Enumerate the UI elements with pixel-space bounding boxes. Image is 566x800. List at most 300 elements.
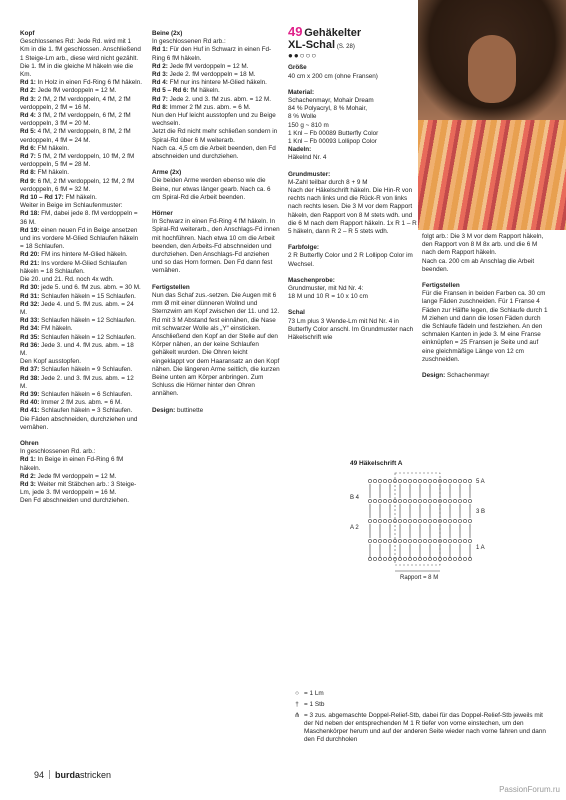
chain-stitch xyxy=(448,519,451,522)
row-number-right: 1 A xyxy=(476,545,485,551)
row-label: Rd 32: xyxy=(20,300,40,308)
legend-symbol: † xyxy=(295,701,299,708)
chain-stitch xyxy=(413,557,416,560)
chain-stitch xyxy=(443,519,446,522)
page-reference: (S. 28) xyxy=(336,44,355,51)
chain-stitch xyxy=(368,539,371,542)
row-label: Rd 5: xyxy=(20,128,36,136)
text-line xyxy=(152,112,280,128)
row-text: 1 Knl – Fb 00093 Lollipop Color xyxy=(288,138,377,146)
chain-stitch xyxy=(428,539,431,542)
row-text: FM, dabei jede 8. fM verdoppeln = 36 M. xyxy=(20,210,138,226)
row-text: Jede fM verdoppeln = 12 M. xyxy=(169,62,249,70)
row-text: Geschlossenes Rd: Jede Rd. wird mit 1 Km in die 1. fM geschlossen. Anschließend 1 Steige-Lm arb., diese wird nicht gezählt. Die 1. fM in die gleiche M häkeln wie die Km. xyxy=(20,38,141,79)
row-label: Design: xyxy=(422,372,446,380)
column-fertigstellen xyxy=(422,233,550,380)
text-line xyxy=(20,334,142,342)
row-text: Schlaufen häkeln = 12 Schlaufen. xyxy=(41,317,136,325)
row-text: Nach ca. 4,5 cm die Arbeit beenden, den Fd abschneiden und durchziehen. xyxy=(152,144,276,161)
row-label: Rd 7: xyxy=(20,153,36,161)
text-line xyxy=(20,227,142,252)
text-line xyxy=(20,251,142,259)
text-line xyxy=(288,252,418,268)
section-heading: Schal xyxy=(288,309,305,317)
chain-stitch xyxy=(463,539,466,542)
text-line xyxy=(20,153,142,169)
row-label: Rd 3: xyxy=(20,95,36,103)
row-label: Rd 20: xyxy=(20,251,40,259)
row-text: 2 R Butterfly Color und 2 R Lollipop Color im Wechsel. xyxy=(288,252,413,268)
row-label: Rd 37: xyxy=(20,366,40,374)
row-text: In Schwarz in einen Fd-Ring 4 fM häkeln. In Spiral-Rd weiterarb., den Anschlags-Fd innen mit hochführen. Nach etwa 10 cm die Arbeit beenden, den Arbeits-Fd abschneiden und durchziehen. Den Anschlags-Fd anziehen und so das Horn formen. Den Fd dann fest vernähen. xyxy=(152,218,280,275)
chain-stitch xyxy=(448,479,451,482)
row-label: Rd 40: xyxy=(20,399,40,407)
text-line xyxy=(20,284,142,292)
chain-stitch xyxy=(443,479,446,482)
row-text: 1 Knl – Fb 00089 Butterfly Color xyxy=(288,129,379,137)
row-text: Schachenmayr xyxy=(447,372,490,380)
chain-stitch xyxy=(403,557,406,560)
text-line xyxy=(20,178,142,194)
chain-stitch xyxy=(418,519,421,522)
text-line xyxy=(288,105,418,113)
row-text: FM nur ins hintere M-Glied häkeln. xyxy=(169,79,267,87)
row-label: Rd 4: xyxy=(152,79,168,87)
row-text: jede 5. und 6. fM zus. abm. = 30 M. xyxy=(41,284,141,292)
row-text: In geschlossenen Rd arb.: xyxy=(152,38,226,46)
chain-stitch xyxy=(423,557,426,560)
text-line xyxy=(288,293,418,301)
text-line xyxy=(20,145,142,153)
text-line xyxy=(152,145,280,161)
text-line xyxy=(20,194,142,202)
chain-stitch xyxy=(463,519,466,522)
text-line xyxy=(288,73,418,81)
row-label: Rd 10 – Rd 17: xyxy=(20,194,64,202)
row-text: Jede 4. und 5. fM zus. abm. = 24 M. xyxy=(20,300,134,316)
spacer xyxy=(288,269,418,277)
chain-stitch xyxy=(433,499,436,502)
chain-stitch xyxy=(398,479,401,482)
row-label: Rd 9: xyxy=(20,177,36,185)
pattern-number: 49 xyxy=(288,24,303,39)
chain-stitch xyxy=(428,499,431,502)
chain-stitch xyxy=(383,557,386,560)
text-line xyxy=(152,177,280,202)
chain-stitch xyxy=(463,479,466,482)
text-line xyxy=(20,276,142,284)
row-number-left: A 2 xyxy=(350,525,359,531)
text-line xyxy=(20,96,142,112)
chain-stitch xyxy=(398,539,401,542)
row-text: Jetzt die Rd nicht mehr schließen sondern in Spiral-Rd über 6 M weiterarb. xyxy=(152,128,278,144)
text-line xyxy=(288,113,418,121)
row-text: Schachenmayr, Mohair Dream xyxy=(288,97,374,105)
section-heading: Fertigstellen xyxy=(152,283,190,291)
row-label: Rd 4: xyxy=(20,112,36,120)
text-line xyxy=(152,87,280,95)
row-label: Design: xyxy=(152,406,176,414)
chain-stitch xyxy=(383,499,386,502)
pattern-title-2: XL-Schal xyxy=(288,39,336,52)
text-line xyxy=(288,285,418,293)
section-heading: Größe xyxy=(288,64,307,72)
row-text: FM häkeln. xyxy=(37,169,70,177)
text-line xyxy=(422,233,550,258)
text-line xyxy=(20,366,142,374)
text-line xyxy=(20,407,142,415)
text-line xyxy=(288,138,418,146)
text-line xyxy=(20,481,142,497)
pattern-header xyxy=(288,24,418,61)
chain-stitch xyxy=(423,519,426,522)
spacer xyxy=(288,81,418,89)
chain-stitch xyxy=(368,519,371,522)
row-number-right: 5 A xyxy=(476,479,485,485)
row-text: In geschlossenen Rd. arb.: xyxy=(20,448,96,456)
text-line xyxy=(20,375,142,391)
text-line xyxy=(288,130,418,138)
row-label: Rd 6: xyxy=(20,144,36,152)
chain-stitch xyxy=(453,479,456,482)
row-text: Die beiden Arme werden ebenso wie die Beine, nur etwas länger gearb. Nach ca. 6 cm Spiral-Rd die Arbeit beenden. xyxy=(152,177,271,201)
row-text: Ins vordere M-Glied Schlaufen häkeln = 18 Schlaufen. xyxy=(20,259,127,275)
text-line xyxy=(152,71,280,79)
column-schal-header xyxy=(288,24,418,342)
chain-stitch xyxy=(373,519,376,522)
text-line xyxy=(288,187,418,236)
text-line xyxy=(288,154,418,162)
chain-stitch xyxy=(378,479,381,482)
spacer xyxy=(288,301,418,309)
chain-stitch xyxy=(388,499,391,502)
chain-stitch xyxy=(373,499,376,502)
spacer xyxy=(152,161,280,169)
schal-instructions xyxy=(288,64,418,342)
footer-separator xyxy=(49,770,50,779)
legend-text: = 1 Stb xyxy=(304,701,325,708)
text-line xyxy=(20,448,142,456)
text-line xyxy=(20,497,142,505)
row-text: 150 g ~ 810 m xyxy=(288,121,329,129)
row-text: FM häkeln. xyxy=(65,194,97,202)
chain-stitch xyxy=(418,539,421,542)
row-text: 6 fM, 2 fM verdoppeln, 12 fM, 2 fM verdoppeln, 6 fM = 32 M. xyxy=(20,177,135,193)
chain-stitch xyxy=(373,539,376,542)
row-text: Weiter mit Stäbchen arb.: 3 Steige-Lm, jede 3. fM verdoppeln = 16 M. xyxy=(20,480,137,497)
section-heading: Grundmuster: xyxy=(288,170,331,178)
row-text: Nun das Schaf zus.-setzen. Die Augen mit 6 mm Ø mit einer dünneren Wollnd und Sternzwirn am Kopf zwischen der 11. und 12. Rd mit 3 M Abstand fest einnähen, die Nase mit schwarzer Wolle als „Y“ einsticken. Anschließend den Kopf an der Stelle auf den Körper nähen, an der keine Schlaufen gehäkelt wurden. Die Ohren leicht eingeklappt vor dem Haaransatz an den Kopf nähen. Die längeren Arme seitlich, die kurzen Beine unten am Körper anbringen. Zum Schluss die Hörner hinter den Ohren annähen. xyxy=(152,291,280,398)
text-line xyxy=(152,292,280,399)
watermark: PassionForum.ru xyxy=(499,785,560,794)
text-line xyxy=(152,104,280,112)
row-text: In Beige in einen Fd-Ring 6 fM häkeln. xyxy=(20,456,124,472)
chain-stitch xyxy=(443,557,446,560)
chain-stitch xyxy=(453,499,456,502)
row-label: Rd 3: xyxy=(20,480,36,488)
text-line xyxy=(152,79,280,87)
row-label: Rd 5 – Rd 6: xyxy=(152,87,189,95)
chart-title: 49 Häkelschrift A xyxy=(350,460,403,467)
row-text: Jede 2. und 3. fM zus. abm. = 12 M. xyxy=(169,95,272,103)
pattern-title-1: Gehäkelter xyxy=(304,27,362,39)
chain-stitch xyxy=(413,519,416,522)
chain-stitch xyxy=(453,539,456,542)
row-text: Schlaufen häkeln = 12 Schlaufen. xyxy=(41,333,136,341)
spacer xyxy=(288,236,418,244)
row-text: 84 % Polyacryl, 8 % Mohair, xyxy=(288,105,367,113)
row-text: FM ins hintere M-Glied häkeln. xyxy=(41,251,128,259)
text-line xyxy=(20,473,142,481)
text-line xyxy=(152,63,280,71)
row-label: Rd 18: xyxy=(20,210,40,218)
chain-stitch xyxy=(413,479,416,482)
chain-stitch xyxy=(453,557,456,560)
text-line xyxy=(288,122,418,130)
chain-stitch xyxy=(468,499,471,502)
row-text: Schlaufen häkeln = 3 Schlaufen. xyxy=(41,407,133,415)
chain-stitch xyxy=(463,557,466,560)
text-line xyxy=(152,128,280,144)
section-heading: Hörner xyxy=(152,210,173,218)
column-beine-arme xyxy=(152,30,280,415)
chain-stitch xyxy=(388,539,391,542)
chain-stitch xyxy=(423,479,426,482)
chain-stitch xyxy=(433,519,436,522)
text-line xyxy=(422,258,550,274)
chain-stitch xyxy=(383,479,386,482)
spacer xyxy=(152,276,280,284)
chain-stitch xyxy=(443,499,446,502)
row-label: Rd 34: xyxy=(20,325,40,333)
row-text: Grundmuster, mit Nd Nr. 4: xyxy=(288,285,364,293)
chain-stitch xyxy=(458,499,461,502)
section-heading: Arme (2x) xyxy=(152,169,182,177)
legend-row xyxy=(290,712,550,744)
chain-stitch xyxy=(408,479,411,482)
chain-stitch xyxy=(448,499,451,502)
section-heading: Farbfolge: xyxy=(288,244,320,252)
chain-stitch xyxy=(458,539,461,542)
row-label: Rd 41: xyxy=(20,407,40,415)
text-line xyxy=(20,293,142,301)
text-line xyxy=(20,260,142,276)
spacer xyxy=(20,432,142,440)
chain-stitch xyxy=(458,519,461,522)
text-line xyxy=(288,97,418,105)
row-text: 2 fM, 2 fM verdoppeln, 4 fM, 2 fM verdoppeln, 2 fM = 16 M. xyxy=(20,95,131,111)
row-text: fM häkeln. xyxy=(190,87,220,95)
text-line xyxy=(20,128,142,144)
row-label: Rd 8: xyxy=(20,169,36,177)
text-line xyxy=(20,202,142,210)
row-label: Rd 3: xyxy=(152,71,168,79)
chain-stitch xyxy=(373,557,376,560)
spacer xyxy=(152,399,280,407)
chain-stitch xyxy=(368,499,371,502)
row-label: Rd 31: xyxy=(20,292,40,300)
chain-stitch xyxy=(408,519,411,522)
chain-stitch xyxy=(388,479,391,482)
text-line xyxy=(422,372,550,380)
row-text: 8 % Wolle xyxy=(288,113,317,121)
legend-row xyxy=(290,701,550,709)
chain-stitch xyxy=(418,499,421,502)
text-line xyxy=(152,38,280,46)
rapport-label: Rapport = 8 M xyxy=(400,575,439,581)
rapport-box xyxy=(395,473,440,565)
row-text: Für die Fransen in beiden Farben ca. 30 cm lange Fäden zuschneiden. Für 1 Franse 4 Fäden zur Hälfte legen, die Schlaufe durch 1 M ziehen und dann die losen Fäden durch die Schlaufe fädeln und festziehen. An den schmalen Kanten in jede 3. M eine Franse einknüpfen = 25 Fransen je Seite und auf eine gleichmäßige Länge von 12 cm zuschneiden. xyxy=(422,290,548,363)
section-heading: Material: xyxy=(288,88,315,96)
chain-stitch xyxy=(423,499,426,502)
legend-row xyxy=(290,690,550,698)
chain-stitch xyxy=(458,479,461,482)
row-text: Für den Huf in Schwarz in einen Fd-Ring 6 fM häkeln. xyxy=(152,46,272,62)
row-text: Nun den Huf leicht ausstopfen und zu Beige wechseln. xyxy=(152,112,276,128)
row-text: M-Zahl teilbar durch 8 + 9 M xyxy=(288,178,368,186)
text-line xyxy=(20,342,142,358)
chain-stitch xyxy=(403,499,406,502)
row-label: Rd 19: xyxy=(20,226,40,234)
row-label: Rd 1: xyxy=(20,79,36,87)
chain-stitch xyxy=(468,539,471,542)
legend-text: = 3 zus. abgemaschte Doppel-Relief-Stb, dabei für das Doppel-Relief-Stb jeweils mit der Nd neben der entsprechenden M 1 R tiefer von vorne einstechen, um den Maschenkörper herum und auf der anderen Seite wieder nach vorne fahren und dann den Fd durchholen xyxy=(304,712,546,743)
brand-suffix: stricken xyxy=(80,770,112,780)
text-line xyxy=(20,301,142,317)
row-text: Immer 2 fM zus. abm. = 6 M. xyxy=(41,399,123,407)
row-text: In Holz in einen Fd-Ring 6 fM häkeln. xyxy=(37,79,142,87)
text-line xyxy=(422,290,550,364)
column-kopf-ohren xyxy=(20,30,142,506)
row-label: Rd 30: xyxy=(20,284,40,292)
text-line xyxy=(288,318,418,343)
row-text: 3 fM, 2 fM verdoppeln, 6 fM, 2 fM verdoppeln, 3 fM = 20 M. xyxy=(20,112,131,128)
model-photo xyxy=(418,0,566,230)
legend-symbol: ○ xyxy=(295,690,299,697)
row-label: Rd 2: xyxy=(20,87,36,95)
row-text: Jede 2. und 3. fM zus. abm. = 12 M. xyxy=(20,374,134,390)
row-text: Häkelnd Nr. 4 xyxy=(288,154,327,162)
row-text: Schlaufen häkeln = 9 Schlaufen. xyxy=(41,366,133,374)
chain-stitch xyxy=(428,479,431,482)
chain-stitch xyxy=(413,539,416,542)
row-text: 18 M und 10 R = 10 x 10 cm xyxy=(288,293,368,301)
legend-text: = 1 Lm xyxy=(304,690,324,697)
text-line xyxy=(20,38,142,79)
row-text: buttinette xyxy=(177,406,204,414)
chain-stitch xyxy=(403,519,406,522)
row-text: Jede fM verdoppeln = 12 M. xyxy=(37,472,117,480)
chain-stitch xyxy=(448,539,451,542)
text-line xyxy=(152,218,280,275)
symbol-legend xyxy=(290,690,550,747)
text-line xyxy=(20,456,142,472)
chain-stitch xyxy=(433,557,436,560)
row-text: Immer 2 fM zus. abm. = 6 M. xyxy=(169,103,251,111)
row-label: Rd 2: xyxy=(152,62,168,70)
row-label: Rd 35: xyxy=(20,333,40,341)
row-text: Die 20. und 21. Rd. noch 4x wdh. xyxy=(20,276,114,284)
page-footer xyxy=(34,770,111,780)
chain-stitch xyxy=(368,479,371,482)
row-text: Weiter in Beige im Schlaufenmuster: xyxy=(20,202,123,210)
row-text: Schlaufen häkeln = 6 Schlaufen. xyxy=(41,390,133,398)
text-line xyxy=(152,407,280,415)
row-text: 73 Lm plus 3 Wende-Lm mit Nd Nr. 4 in Butterfly Color anschl. Im Grundmuster nach Häkelschrift wie xyxy=(288,317,414,342)
photo-scarf xyxy=(418,120,566,230)
chain-stitch xyxy=(383,539,386,542)
chain-stitch xyxy=(408,539,411,542)
difficulty-rating: ●●○○○ xyxy=(288,51,318,61)
section-heading: Nadeln: xyxy=(288,146,312,154)
row-text: 5 fM, 2 fM verdoppeln, 10 fM, 2 fM verdoppeln, 5 fM = 28 M. xyxy=(20,153,135,169)
chain-stitch xyxy=(408,499,411,502)
spacer xyxy=(422,364,550,372)
chain-stitch xyxy=(418,479,421,482)
chain-stitch xyxy=(423,539,426,542)
text-line xyxy=(20,210,142,226)
chain-stitch xyxy=(443,539,446,542)
chain-stitch xyxy=(463,499,466,502)
row-text: Nach ca. 200 cm ab Anschlag die Arbeit beenden. xyxy=(422,257,535,273)
text-line xyxy=(288,179,418,187)
row-text: einen neuen Fd in Beige ansetzen und ins vordere M-Glied Schlaufen häkeln = 18 Schlaufen. xyxy=(20,226,139,251)
row-label: Rd 7: xyxy=(152,95,168,103)
page-number: 94 xyxy=(34,770,45,780)
text-line xyxy=(20,399,142,407)
row-text: folgt arb.: Die 3 M vor dem Rapport häkeln, den Rapport von 8 M 8x arb. und die 6 M nach dem Rapport häkeln. xyxy=(422,233,544,257)
chart-grid-svg xyxy=(350,471,520,581)
legend-symbol: ⋔ xyxy=(294,712,300,719)
text-line xyxy=(20,79,142,87)
row-label: Rd 36: xyxy=(20,341,40,349)
row-text: Jede 3. und 4. fM zus. abm. = 18 M. xyxy=(20,341,134,357)
row-label: Rd 39: xyxy=(20,390,40,398)
row-label: Rd 1: xyxy=(152,46,168,54)
text-line xyxy=(20,416,142,432)
section-heading: Beine (2x) xyxy=(152,30,183,37)
text-line xyxy=(20,169,142,177)
row-text: Jede 2. fM verdoppeln = 18 M. xyxy=(169,71,256,79)
section-heading: Fertigstellen xyxy=(422,282,460,290)
row-label: Rd 33: xyxy=(20,317,40,325)
chain-stitch xyxy=(378,499,381,502)
row-text: Die Fäden abschneiden, durchziehen und vernähen. xyxy=(20,415,138,431)
photo-face xyxy=(468,35,516,103)
chain-stitch xyxy=(373,479,376,482)
chain-stitch xyxy=(433,479,436,482)
text-line xyxy=(152,46,280,62)
row-label: Rd 1: xyxy=(20,456,36,464)
text-line xyxy=(20,112,142,128)
spacer xyxy=(288,163,418,171)
crochet-chart xyxy=(350,460,520,590)
brand-bold: burda xyxy=(55,770,81,780)
chain-stitch xyxy=(403,539,406,542)
row-text: Den Kopf ausstopfen. xyxy=(20,358,82,366)
row-text: Jede fM verdoppeln = 12 M. xyxy=(37,87,117,95)
chain-stitch xyxy=(433,539,436,542)
row-text: Schlaufen häkeln = 15 Schlaufen. xyxy=(41,292,136,300)
row-label: Rd 21: xyxy=(20,259,40,267)
row-text: FM häkeln. xyxy=(41,325,73,333)
row-number-left: B 4 xyxy=(350,495,360,501)
text-line xyxy=(20,87,142,95)
text-line xyxy=(20,391,142,399)
text-line xyxy=(20,325,142,333)
row-label: Rd 2: xyxy=(20,472,36,480)
chain-stitch xyxy=(398,519,401,522)
